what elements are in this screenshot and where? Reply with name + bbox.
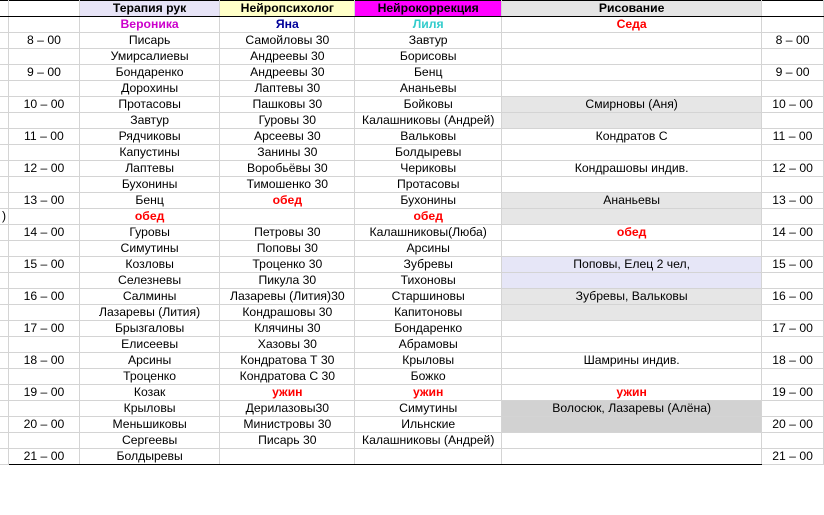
left-stub-cell[interactable]	[0, 433, 9, 449]
neurocorrection-cell[interactable]: Абрамовы	[355, 337, 502, 353]
neuropsychologist-cell[interactable]: Министровы 30	[220, 417, 355, 433]
time-cell[interactable]: 16 – 00	[9, 289, 80, 305]
left-stub-cell[interactable]	[0, 385, 9, 401]
neurocorrection-cell[interactable]: Капитоновы	[355, 305, 502, 321]
hand-therapy-cell[interactable]: Меньшиковы	[79, 417, 220, 433]
drawing-cell[interactable]	[502, 417, 762, 433]
time-cell[interactable]	[9, 241, 80, 257]
drawing-cell[interactable]	[502, 49, 762, 65]
neuropsychologist-cell[interactable]: Кондрашовы 30	[220, 305, 355, 321]
hand-therapy-cell[interactable]: Бухонины	[79, 177, 220, 193]
neurocorrection-cell[interactable]: Арсины	[355, 241, 502, 257]
schedule-row	[0, 241, 824, 257]
schedule-row	[0, 257, 824, 273]
neuropsychologist-cell[interactable]: Хазовы 30	[220, 337, 355, 353]
hand-therapy-cell[interactable]: Салмины	[79, 289, 220, 305]
time-cell[interactable]: 8 – 00	[9, 33, 80, 49]
left-stub-cell[interactable]	[0, 353, 9, 369]
right-time-cell[interactable]: 12 – 00	[762, 161, 824, 177]
neuropsychologist-cell[interactable]: Писарь 30	[220, 433, 355, 449]
right-time-cell[interactable]	[762, 241, 824, 257]
time-cell[interactable]: 14 – 00	[9, 225, 80, 241]
hand-therapy-cell[interactable]: Симутины	[79, 241, 220, 257]
right-time-cell[interactable]: 15 – 00	[762, 257, 824, 273]
neuropsychologist-cell[interactable]: обед	[220, 193, 355, 209]
header-time-cell[interactable]	[9, 1, 80, 17]
header-row	[0, 1, 824, 17]
neurocorrection-cell[interactable]: Болдыревы	[355, 145, 502, 161]
hand-therapy-cell[interactable]: Крыловы	[79, 401, 220, 417]
neuropsychologist-cell[interactable]: Дерилазовы30	[220, 401, 355, 417]
hand-therapy-cell[interactable]: Козак	[79, 385, 220, 401]
schedule-row	[0, 289, 824, 305]
hand-therapy-cell[interactable]: Сергеевы	[79, 433, 220, 449]
drawing-cell[interactable]: Кондратов С	[502, 129, 762, 145]
neuropsychologist-cell[interactable]: Занины 30	[220, 145, 355, 161]
drawing-cell[interactable]	[502, 145, 762, 161]
left-stub-cell[interactable]	[0, 257, 9, 273]
time-cell[interactable]: 20 – 00	[9, 417, 80, 433]
schedule-row	[0, 33, 824, 49]
right-time-cell[interactable]: 14 – 00	[762, 225, 824, 241]
neuropsychologist-cell[interactable]: Гуровы 30	[220, 113, 355, 129]
neurocorrection-cell[interactable]: Божко	[355, 369, 502, 385]
schedule-row	[0, 65, 824, 81]
time-cell[interactable]: 17 – 00	[9, 321, 80, 337]
schedule-row	[0, 209, 824, 225]
right-time-cell[interactable]	[762, 177, 824, 193]
neuropsychologist-cell[interactable]: Поповы 30	[220, 241, 355, 257]
schedule-row	[0, 145, 824, 161]
left-stub-cell[interactable]	[0, 129, 9, 145]
neuropsychologist-cell[interactable]: Кондратова Т 30	[220, 353, 355, 369]
schedule-row	[0, 385, 824, 401]
schedule-row	[0, 401, 824, 417]
hand-therapy-cell[interactable]: обед	[79, 209, 220, 225]
neurocorrection-cell[interactable]: Калашниковы (Андрей)	[355, 113, 502, 129]
header-hand-therapy[interactable]: Терапия рук	[79, 1, 220, 17]
drawing-cell[interactable]	[502, 33, 762, 49]
right-time-cell[interactable]	[762, 273, 824, 289]
neurocorrection-cell[interactable]: Вальковы	[355, 129, 502, 145]
neurocorrection-cell[interactable]: Калашниковы(Люба)	[355, 225, 502, 241]
right-time-cell[interactable]: 16 – 00	[762, 289, 824, 305]
neuropsychologist-cell[interactable]: Лазаревы (Лития)30	[220, 289, 355, 305]
time-cell[interactable]: 21 – 00	[9, 449, 80, 465]
drawing-cell[interactable]: Ананьевы	[502, 193, 762, 209]
drawing-cell[interactable]	[502, 449, 762, 465]
hand-therapy-cell[interactable]: Троценко	[79, 369, 220, 385]
schedule-row	[0, 161, 824, 177]
schedule-row	[0, 49, 824, 65]
right-time-cell[interactable]: 8 – 00	[762, 33, 824, 49]
schedule-row	[0, 177, 824, 193]
right-time-cell[interactable]	[762, 401, 824, 417]
drawing-cell[interactable]	[502, 81, 762, 97]
drawing-cell[interactable]	[502, 321, 762, 337]
neurocorrection-cell[interactable]: Калашниковы (Андрей)	[355, 433, 502, 449]
time-cell[interactable]: 19 – 00	[9, 385, 80, 401]
left-stub-cell[interactable]	[0, 417, 9, 433]
time-cell[interactable]	[9, 401, 80, 417]
specialist-neuropsychologist[interactable]: Яна	[220, 17, 355, 33]
left-stub-cell[interactable]	[0, 193, 9, 209]
neuropsychologist-cell[interactable]: Кондратова С 30	[220, 369, 355, 385]
left-stub-cell[interactable]	[0, 289, 9, 305]
neurocorrection-cell[interactable]: Протасовы	[355, 177, 502, 193]
left-stub-cell[interactable]	[0, 401, 9, 417]
neuropsychologist-cell[interactable]: Петровы 30	[220, 225, 355, 241]
hand-therapy-cell[interactable]: Арсины	[79, 353, 220, 369]
header-neuropsychologist[interactable]: Нейропсихолог	[220, 1, 355, 17]
cell[interactable]	[0, 1, 9, 17]
time-cell[interactable]	[9, 337, 80, 353]
specialists-row	[0, 17, 824, 33]
specialist-hand-therapy[interactable]: Вероника	[79, 17, 220, 33]
schedule-row	[0, 353, 824, 369]
neuropsychologist-cell[interactable]: Лаптевы 30	[220, 81, 355, 97]
left-stub-cell[interactable]	[0, 177, 9, 193]
schedule-row	[0, 129, 824, 145]
time-cell[interactable]: 11 – 00	[9, 129, 80, 145]
right-time-cell[interactable]: 20 – 00	[762, 417, 824, 433]
right-time-cell[interactable]: 11 – 00	[762, 129, 824, 145]
hand-therapy-cell[interactable]: Козловы	[79, 257, 220, 273]
time-cell[interactable]: 12 – 00	[9, 161, 80, 177]
cell[interactable]	[0, 17, 9, 33]
drawing-cell[interactable]	[502, 241, 762, 257]
hand-therapy-cell[interactable]: Умирсалиевы	[79, 49, 220, 65]
hand-therapy-cell[interactable]: Гуровы	[79, 225, 220, 241]
time-cell[interactable]: 9 – 00	[9, 65, 80, 81]
schedule-row	[0, 369, 824, 385]
neurocorrection-cell[interactable]: Ильнские	[355, 417, 502, 433]
left-stub-cell[interactable]	[0, 225, 9, 241]
drawing-cell[interactable]	[502, 369, 762, 385]
hand-therapy-cell[interactable]: Болдыревы	[79, 449, 220, 465]
schedule-row	[0, 321, 824, 337]
neuropsychologist-cell[interactable]: Андреевы 30	[220, 65, 355, 81]
neuropsychologist-cell[interactable]	[220, 209, 355, 225]
header-drawing[interactable]: Рисование	[502, 1, 762, 17]
neurocorrection-cell[interactable]: Тихоновы	[355, 273, 502, 289]
schedule-row	[0, 337, 824, 353]
drawing-cell[interactable]: Смирновы (Аня)	[502, 97, 762, 113]
right-time-cell[interactable]	[762, 433, 824, 449]
neuropsychologist-cell[interactable]: Самойловы 30	[220, 33, 355, 49]
schedule-row	[0, 305, 824, 321]
drawing-cell[interactable]	[502, 177, 762, 193]
neurocorrection-cell[interactable]: Старшиновы	[355, 289, 502, 305]
neuropsychologist-cell[interactable]	[220, 449, 355, 465]
right-time-cell[interactable]: 9 – 00	[762, 65, 824, 81]
specialist-neurocorrection[interactable]: Лиля	[355, 17, 502, 33]
left-stub-cell[interactable]	[0, 369, 9, 385]
time-cell[interactable]	[9, 433, 80, 449]
drawing-cell[interactable]: Шамрины индив.	[502, 353, 762, 369]
header-neurocorrection[interactable]: Нейрокоррекция	[355, 1, 502, 17]
schedule-row	[0, 81, 824, 97]
left-stub-cell[interactable]	[0, 97, 9, 113]
drawing-cell[interactable]	[502, 113, 762, 129]
left-stub-cell[interactable]	[0, 161, 9, 177]
drawing-cell[interactable]: Кондрашовы индив.	[502, 161, 762, 177]
specialist-drawing[interactable]: Седа	[502, 17, 762, 33]
time-cell[interactable]	[9, 177, 80, 193]
right-time-cell[interactable]	[762, 305, 824, 321]
neurocorrection-cell[interactable]: Бондаренко	[355, 321, 502, 337]
right-time-cell[interactable]: 21 – 00	[762, 449, 824, 465]
drawing-cell[interactable]	[502, 305, 762, 321]
time-cell[interactable]: 10 – 00	[9, 97, 80, 113]
hand-therapy-cell[interactable]: Писарь	[79, 33, 220, 49]
time-cell[interactable]: 15 – 00	[9, 257, 80, 273]
hand-therapy-cell[interactable]: Протасовы	[79, 97, 220, 113]
header-right-time-cell[interactable]	[762, 1, 824, 17]
time-cell[interactable]	[9, 305, 80, 321]
right-time-cell[interactable]: 19 – 00	[762, 385, 824, 401]
neurocorrection-cell[interactable]: Борисовы	[355, 49, 502, 65]
neurocorrection-cell[interactable]: Чериковы	[355, 161, 502, 177]
drawing-cell[interactable]: Поповы, Елец 2 чел,	[502, 257, 762, 273]
neuropsychologist-cell[interactable]: Воробьёвы 30	[220, 161, 355, 177]
drawing-cell[interactable]	[502, 209, 762, 225]
neurocorrection-cell[interactable]: Симутины	[355, 401, 502, 417]
cell[interactable]	[762, 17, 824, 33]
time-cell[interactable]: 18 – 00	[9, 353, 80, 369]
schedule-row	[0, 433, 824, 449]
neuropsychologist-cell[interactable]: Пикула 30	[220, 273, 355, 289]
left-stub-cell[interactable]	[0, 81, 9, 97]
time-cell[interactable]	[9, 113, 80, 129]
left-stub-cell[interactable]	[0, 113, 9, 129]
neuropsychologist-cell[interactable]: Клячины 30	[220, 321, 355, 337]
hand-therapy-cell[interactable]: Бенц	[79, 193, 220, 209]
hand-therapy-cell[interactable]: Брызгаловы	[79, 321, 220, 337]
hand-therapy-cell[interactable]: Елисеевы	[79, 337, 220, 353]
left-stub-cell[interactable]: )	[0, 209, 9, 225]
right-time-cell[interactable]	[762, 369, 824, 385]
neuropsychologist-cell[interactable]: Тимошенко 30	[220, 177, 355, 193]
drawing-cell[interactable]: Волосюк, Лазаревы (Алёна)	[502, 401, 762, 417]
neuropsychologist-cell[interactable]: ужин	[220, 385, 355, 401]
right-time-cell[interactable]	[762, 209, 824, 225]
time-cell[interactable]	[9, 209, 80, 225]
neuropsychologist-cell[interactable]: Андреевы 30	[220, 49, 355, 65]
neurocorrection-cell[interactable]: Зубревы	[355, 257, 502, 273]
neurocorrection-cell[interactable]	[355, 449, 502, 465]
neurocorrection-cell[interactable]: Бухонины	[355, 193, 502, 209]
neurocorrection-cell[interactable]: Завтур	[355, 33, 502, 49]
right-time-cell[interactable]	[762, 81, 824, 97]
right-time-cell[interactable]: 17 – 00	[762, 321, 824, 337]
drawing-cell[interactable]: ужин	[502, 385, 762, 401]
drawing-cell[interactable]: Зубревы, Вальковы	[502, 289, 762, 305]
neuropsychologist-cell[interactable]: Троценко 30	[220, 257, 355, 273]
neurocorrection-cell[interactable]: Бенц	[355, 65, 502, 81]
time-cell[interactable]	[9, 273, 80, 289]
time-cell[interactable]	[9, 145, 80, 161]
neurocorrection-cell[interactable]: Ананьевы	[355, 81, 502, 97]
sheet-body	[0, 1, 824, 465]
hand-therapy-cell[interactable]: Дорохины	[79, 81, 220, 97]
time-cell[interactable]	[9, 81, 80, 97]
time-cell[interactable]	[9, 369, 80, 385]
schedule-row	[0, 97, 824, 113]
drawing-cell[interactable]	[502, 337, 762, 353]
left-stub-cell[interactable]	[0, 65, 9, 81]
cell[interactable]	[9, 17, 80, 33]
left-stub-cell[interactable]	[0, 145, 9, 161]
drawing-cell[interactable]: обед	[502, 225, 762, 241]
neurocorrection-cell[interactable]: Бойковы	[355, 97, 502, 113]
left-stub-cell[interactable]	[0, 49, 9, 65]
neurocorrection-cell[interactable]: Крыловы	[355, 353, 502, 369]
left-stub-cell[interactable]	[0, 305, 9, 321]
right-time-cell[interactable]	[762, 49, 824, 65]
schedule-row	[0, 193, 824, 209]
right-time-cell[interactable]	[762, 145, 824, 161]
schedule-row	[0, 417, 824, 433]
drawing-cell[interactable]	[502, 433, 762, 449]
right-time-cell[interactable]: 13 – 00	[762, 193, 824, 209]
schedule-row	[0, 225, 824, 241]
schedule-row	[0, 449, 824, 465]
right-time-cell[interactable]: 18 – 00	[762, 353, 824, 369]
drawing-cell[interactable]	[502, 273, 762, 289]
hand-therapy-cell[interactable]: Лаптевы	[79, 161, 220, 177]
left-stub-cell[interactable]	[0, 321, 9, 337]
hand-therapy-cell[interactable]: Бондаренко	[79, 65, 220, 81]
hand-therapy-cell[interactable]: Селезневы	[79, 273, 220, 289]
neuropsychologist-cell[interactable]: Арсеевы 30	[220, 129, 355, 145]
hand-therapy-cell[interactable]: Завтур	[79, 113, 220, 129]
schedule-row	[0, 273, 824, 289]
drawing-cell[interactable]	[502, 65, 762, 81]
time-cell[interactable]	[9, 49, 80, 65]
left-stub-cell[interactable]	[0, 241, 9, 257]
hand-therapy-cell[interactable]: Рядчиковы	[79, 129, 220, 145]
neurocorrection-cell[interactable]: обед	[355, 209, 502, 225]
left-stub-cell[interactable]	[0, 33, 9, 49]
hand-therapy-cell[interactable]: Лазаревы (Лития)	[79, 305, 220, 321]
right-time-cell[interactable]: 10 – 00	[762, 97, 824, 113]
time-cell[interactable]: 13 – 00	[9, 193, 80, 209]
left-stub-cell[interactable]	[0, 337, 9, 353]
left-stub-cell[interactable]	[0, 449, 9, 465]
right-time-cell[interactable]	[762, 113, 824, 129]
hand-therapy-cell[interactable]: Капустины	[79, 145, 220, 161]
neuropsychologist-cell[interactable]: Пашковы 30	[220, 97, 355, 113]
schedule-row	[0, 113, 824, 129]
left-stub-cell[interactable]	[0, 273, 9, 289]
neurocorrection-cell[interactable]: ужин	[355, 385, 502, 401]
right-time-cell[interactable]	[762, 337, 824, 353]
